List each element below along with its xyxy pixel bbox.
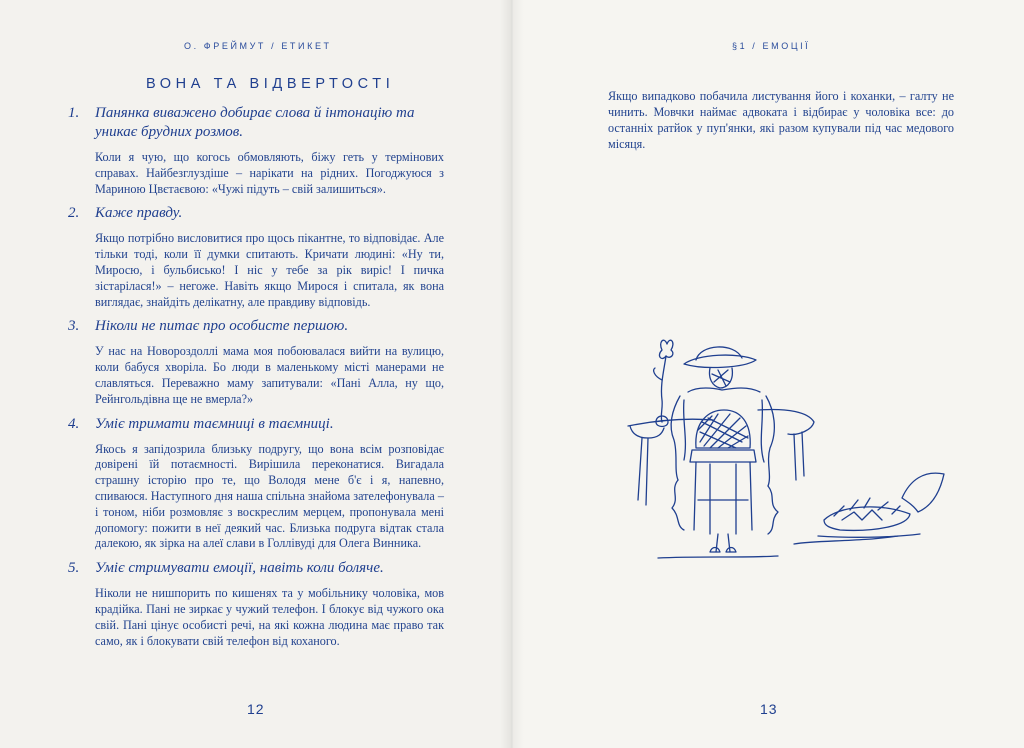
item-heading: Ніколи не питає про особисте першою. (95, 318, 349, 335)
item-heading: Уміє стримувати емоції, навіть коли боляче. (95, 560, 384, 577)
item-number: 5. (68, 560, 80, 577)
item-heading: Уміє тримати таємниці в таємниці. (95, 415, 334, 432)
item-body: Якщо потрібно висловитися про щось пікантне, то відповідає. Але тільки тоді, коли її думки спитають. Кричати людині: «Ну ти, Миросю, і бульбисько! І ніс у тебе за рік виріс! І пичка зістарілася!» – негоже. Навіть якщо Мирося і спитала, як вона виглядає, знайдіть делікатну, але правдиву відповідь. (95, 231, 444, 309)
item-body: Коли я чую, що когось обмовляють, біжу геть у термінових справах. Найбезглуздіше – нарікати на рідних. Погоджуюся з Мариною Цвєтаєвою: «Чужі підуть – свій залишиться». (95, 150, 444, 196)
item-body: У нас на Новороздоллі мама моя побоювалася вийти на вулицю, коли бабуся хворіла. Бо люди в маленькому місті манерами не славляться. Переважно маму запитували: «Пані Алла, ну що, Рейнгольдівна ще не вмерла?» (95, 344, 444, 406)
rules-list (68, 104, 444, 656)
page-number-right: 13 (760, 701, 778, 717)
woman-at-table-sketch-icon (618, 330, 958, 585)
list-item (68, 104, 444, 197)
page-title: ВОНА ТА ВІДВЕРТОСТІ (146, 76, 395, 92)
list-item (68, 559, 444, 649)
page-number-left: 12 (247, 701, 265, 717)
list-item (68, 204, 444, 310)
right-page (512, 0, 1024, 748)
item-number: 3. (68, 318, 80, 335)
item-number: 4. (68, 415, 80, 432)
running-head-left: О. ФРЕЙМУТ / ЕТИКЕТ (184, 41, 332, 51)
list-item (68, 415, 444, 553)
body-paragraph: Якщо випадково побачила листування його і коханки, – галту не чинить. Мовчки наймає адвоката і відбирає у чоловіка все: до останніх ратйок у пуп'янки, які разом купували під час медового місяця. (608, 89, 954, 151)
item-heading: Каже правду. (95, 205, 183, 222)
item-number: 1. (68, 105, 80, 121)
running-head-right: §1 / ЕМОЦІЇ (732, 41, 811, 51)
item-body: Якось я запідозрила близьку подругу, що вона всім розповідає довірені їй потаємності. Вирішила переконатися. Вигадала страшну історію про те, що Володя мене б'є і я, напевно, спиваюся. Наступного дня наша спільна знайома зателефонувала – і тоном, ніби розмовляє з воскреслим мерцем, пропонувала мені допомогу: пожити в неї деякий час. Близька подруга відтак стала далекою, як зірка на алеї слави в Голлівуді для Олега Винника. (95, 441, 444, 551)
item-heading: Панянка виважено добирає слова й інтонацію та уникає брудних розмов. (95, 105, 415, 140)
item-number: 2. (68, 205, 80, 222)
list-item (68, 317, 444, 407)
item-body: Ніколи не нишпорить по кишенях та у мобільнику чоловіка, мов крадійка. Пані не зиркає у чужий телефон. І блокує від чужого ока свій. Пані цінує особисті речі, на які кожна людина має право так само, як і блокувати свій телефон від коханого. (95, 586, 444, 648)
